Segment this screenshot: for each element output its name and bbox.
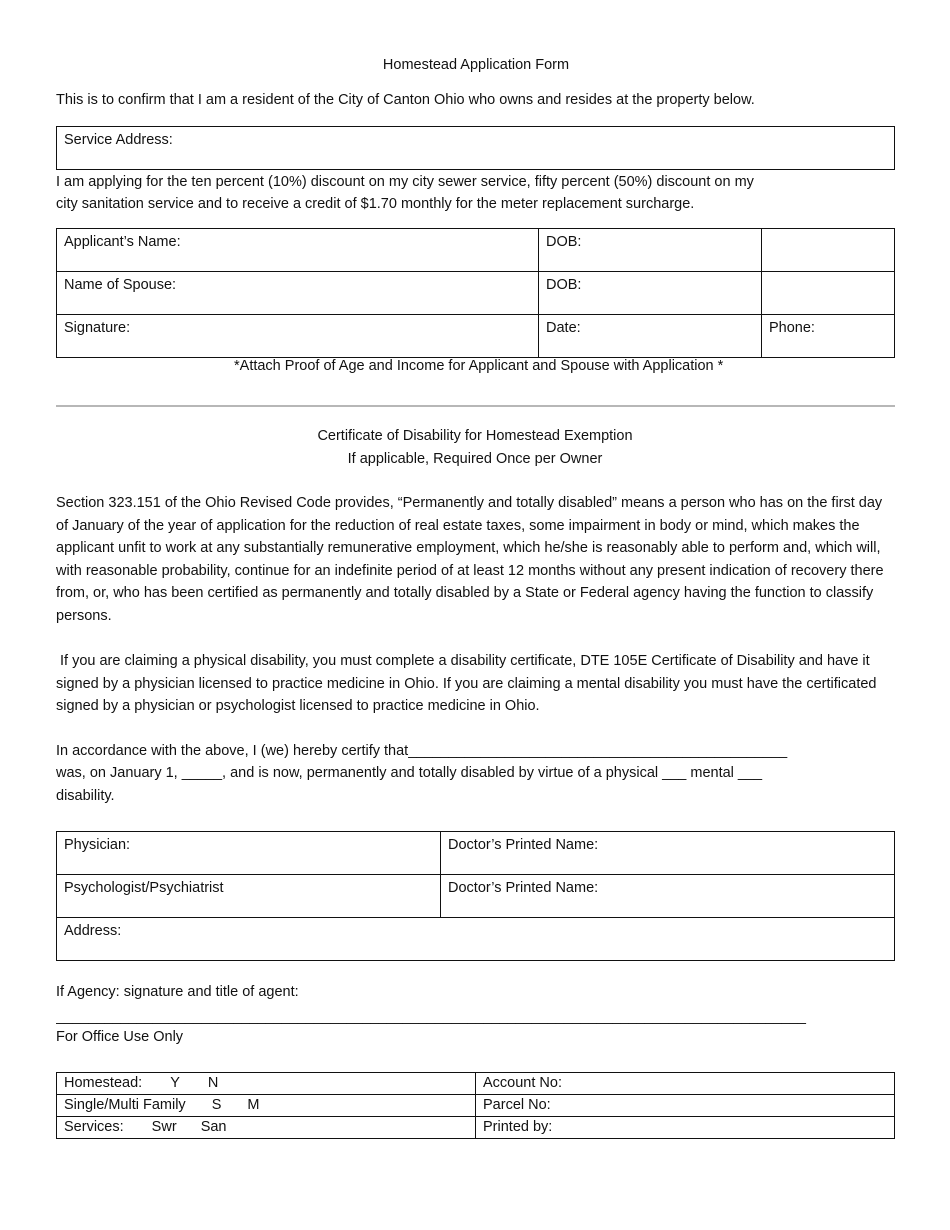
homestead-label: Homestead: [64,1075,143,1091]
disability-certificate-paragraph: If you are claiming a physical disability, you must complete a disability certificate, DTE 105E Certificate of Disability and have it signed by a physician licensed to practice medicine in Ohio. If you are claiming a mental disability you must have the certificated signed by a physician or psychologist licensed to practice medicine in Ohio. [56,653,877,714]
homestead-row [57,1073,476,1095]
section-divider [56,405,895,407]
applicant-dob-label: DOB: [546,234,582,250]
services-sewer-option[interactable]: Swr [151,1119,177,1135]
services-row [57,1117,476,1139]
service-address-label: Service Address: [64,132,173,148]
spouse-name-field[interactable] [57,272,539,315]
printed-by-label: Printed by: [483,1119,553,1135]
family-label: Single/Multi Family [64,1097,186,1113]
physician-address-field[interactable] [57,918,895,961]
certify-line-1: In accordance with the above, I (we) hereby certify that_______________________________________________ [56,743,788,759]
parcel-no-label: Parcel No: [483,1097,551,1113]
phone-field[interactable] [762,315,895,358]
parcel-no-field[interactable] [476,1095,895,1117]
applicant-dob-field[interactable] [539,229,762,272]
certify-line-2: was, on January 1, _____, and is now, permanently and totally disabled by virtue of a physical ___ mental ___ [56,765,763,781]
date-label: Date: [546,320,581,336]
applicant-name-label: Applicant’s Name: [64,234,181,250]
physician-field[interactable] [57,832,441,875]
physician-table [56,831,895,961]
form-title: Homestead Application Form [382,57,570,73]
phone-label: Phone: [769,320,815,336]
disability-subtitle: If applicable, Required Once per Owner [347,451,603,467]
service-address-field[interactable] [57,127,895,170]
doctor-name-field-1[interactable] [441,832,895,875]
signature-label: Signature: [64,320,131,336]
homestead-yes-option[interactable]: Y [170,1075,180,1091]
family-row [57,1095,476,1117]
family-single-option[interactable]: S [211,1097,222,1113]
services-label: Services: [64,1119,124,1135]
attach-proof-note: *Attach Proof of Age and Income for Applicant and Spouse with Application * [234,358,724,374]
office-use-title: For Office Use Only [56,1029,184,1045]
spouse-extra-field[interactable] [762,272,895,315]
certify-line-3: disability. [56,788,115,804]
physician-address-label: Address: [64,923,122,939]
spouse-name-label: Name of Spouse: [64,277,177,293]
family-multi-option[interactable]: M [247,1097,260,1113]
applicant-extra-field[interactable] [762,229,895,272]
doctor-name-label-1: Doctor’s Printed Name: [448,837,599,853]
homestead-no-option[interactable]: N [207,1075,219,1091]
discount-line-2: city sanitation service and to receive a credit of $1.70 monthly for the meter replacement surcharge. [56,196,695,212]
psychologist-field[interactable] [57,875,441,918]
agency-label: If Agency: signature and title of agent: [56,984,299,1000]
services-sanitation-option[interactable]: San [200,1119,227,1135]
spouse-dob-field[interactable] [539,272,762,315]
agency-signature-line[interactable]: _____________________________________________________________________________________________ [56,1009,806,1025]
psychologist-label: Psychologist/Psychiatrist [64,880,224,896]
doctor-name-field-2[interactable] [441,875,895,918]
applicant-name-field[interactable] [57,229,539,272]
intro-text: This is to confirm that I am a resident of the City of Canton Ohio who owns and resides at the property below. [56,92,755,108]
date-field[interactable] [539,315,762,358]
service-address-table [56,126,895,170]
spouse-dob-label: DOB: [546,277,582,293]
physician-label: Physician: [64,837,131,853]
account-no-label: Account No: [483,1075,562,1091]
applicant-table [56,228,895,358]
signature-field[interactable] [57,315,539,358]
account-no-field[interactable] [476,1073,895,1095]
printed-by-field[interactable] [476,1117,895,1139]
office-use-table [56,1072,895,1139]
discount-line-1: I am applying for the ten percent (10%) discount on my city sewer service, fifty percent (50%) discount on my [56,174,754,190]
doctor-name-label-2: Doctor’s Printed Name: [448,880,599,896]
ohio-code-paragraph: Section 323.151 of the Ohio Revised Code provides, “Permanently and totally disabled” means a person who has on the first day of January of the year of application for the reduction of real estate taxes, some impairment in body or mind, which makes the applicant unfit to work at any substantially remunerative employment, which he/she is reasonably able to perform and, which will, with reasonable probability, continue for an indefinite period of at least 12 months without any present indication of recovery there from, or, who has been certified as permanently and totally disabled by a State or Federal agency having the function to classify persons. [56,495,884,624]
disability-title: Certificate of Disability for Homestead Exemption [317,428,633,444]
